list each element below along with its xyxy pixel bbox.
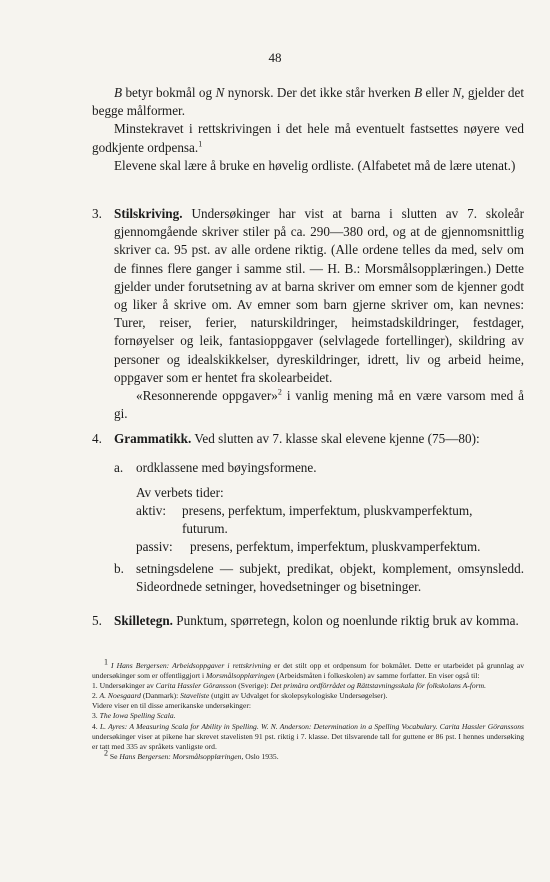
footnote-note: Videre viser en til disse amerikanske undersøkinger: xyxy=(92,701,251,711)
footnote-ref: 2 xyxy=(277,387,282,397)
text-span: Det primära ordförrådet og Rättstavningsskala för folkskolans A-form. xyxy=(270,681,487,691)
aktiv-label: aktiv: xyxy=(136,503,167,518)
footnote-2 xyxy=(92,748,524,762)
ref-number: 1. xyxy=(92,681,98,691)
text-span: Carita Hassler Göransson xyxy=(155,681,237,691)
list-item-b: setningsdelene — subjekt, predikat, objekt, komplement, omsynsledd. Sideordnede setninger, hovedsetninger og bisetninger. xyxy=(136,561,524,595)
text-span: «Resonnerende oppgaver» xyxy=(136,388,278,404)
text-span: The Iowa Spelling Scala. xyxy=(97,711,176,721)
footnote-ref-3 xyxy=(92,711,524,721)
list-item-a: ordklassene med bøyingsformene. xyxy=(136,460,317,475)
section-3-paragraph xyxy=(114,205,524,387)
text-span: Morsmålsopplæringen xyxy=(205,671,275,681)
text-span: (Sverige): xyxy=(236,681,271,691)
text-span: Punktum, spørretegn, kolon og noenlunde riktig bruk av komma. xyxy=(172,613,519,628)
section-3-body xyxy=(114,205,524,423)
intro-block xyxy=(92,84,524,175)
section-4-heading-line xyxy=(114,430,524,448)
letter-b: B xyxy=(414,85,423,100)
aktiv-tenses: presens, perfektum, imperfektum, pluskvamperfektum, xyxy=(182,503,473,518)
text-span: i vanlig mening må en være varsom med å gi. xyxy=(114,388,524,422)
passiv-label: passiv: xyxy=(136,539,173,554)
footnote-mark: 1 xyxy=(104,657,108,667)
section-heading: Grammatikk. xyxy=(114,431,192,446)
text-span: gjelder det begge målformer. xyxy=(92,85,525,119)
footnote-ref-4 xyxy=(92,722,524,752)
text-span: (Arbeidsmåten i folkeskolen) av samme forfatter. En viser også til: xyxy=(274,671,480,681)
text-span: Se xyxy=(108,751,120,761)
text-span: er det stilt opp et ordpensum for bokmålet. Dette er utarbeidet på grunnlag av undersøkinger som er offentliggjort i xyxy=(92,661,524,681)
section-5-body xyxy=(114,612,524,630)
section-5 xyxy=(92,612,524,630)
section-3-paragraph-2 xyxy=(114,387,524,423)
text-span: undersøkinger viser at pikene har skrevet stavelisten 91 pst. riktig i 7. klasse. Det tilsvarende tall for guttene er 86 pst. I hennes undersøking er tatt med 335 av språkets vanligste ord. xyxy=(92,731,524,751)
letter-b: B xyxy=(114,85,123,100)
footnote-ref-2 xyxy=(92,691,524,701)
list-label-a: a. xyxy=(114,460,124,475)
footnote-mark: 2 xyxy=(104,748,108,758)
section-number: 3. xyxy=(92,206,102,221)
page-number: 48 xyxy=(268,50,282,65)
intro-paragraph-3: Elevene skal lære å bruke en høvelig ordliste. (Alfabetet må de lære utenat.) xyxy=(114,157,516,173)
text-span: Minstekravet i rettskrivingen i det hele må eventuelt fastsettes nøyere ved godkjente ordpensa. xyxy=(92,121,524,155)
footnote-ref: 1 xyxy=(198,139,203,149)
text-span: nynorsk. Der det ikke står hverken xyxy=(224,85,415,100)
verb-tenses-label: Av verbets tider: xyxy=(136,485,224,500)
text-span: L. Ayres: A Measuring Scala for Ability in Spelling. W. N. Anderson: Determination in a Spelling Vocabulary. Carita Hassler Göranssons xyxy=(97,721,524,731)
ref-number: 4. xyxy=(92,721,98,731)
section-number: 4. xyxy=(92,431,102,446)
section-heading: Skilletegn. xyxy=(114,613,173,628)
text-span: Undersøkinger av xyxy=(97,681,156,691)
passiv-tenses: presens, perfektum, imperfektum, pluskvamperfektum. xyxy=(190,539,481,554)
text-span: I Hans Bergersen: Arbeidsoppgaver i rettskrivning xyxy=(111,661,272,670)
aktiv-tenses-cont: futurum. xyxy=(182,521,228,536)
intro-paragraph-1 xyxy=(92,84,524,120)
text-span: (utgitt av Udvalget for skolepsykologiske Undersøgelser). xyxy=(209,691,388,701)
text-span: A. Noesgaard xyxy=(97,691,141,701)
text-span: (Danmark): xyxy=(140,691,181,701)
list-label-b: b. xyxy=(114,561,124,576)
section-number: 5. xyxy=(92,613,102,628)
text-span: Hans Bergersen: Morsmålsopplæringen, xyxy=(119,751,244,761)
section-4 xyxy=(92,430,524,448)
text-span: eller xyxy=(422,85,453,100)
ref-number: 2. xyxy=(92,691,98,701)
text-span: Undersøkinger har vist at barna i slutten av 7. skoleår gjennomgående skriver stiler på ca. 290—380 ord, og at de gjennomsnittlig skriver ca. 95 pst. av alle ordene riktig. (Alle ordene telles da med, selv om de finnes flere ganger i samme stil. — H. B.: Morsmålsopplæringen.) Dette gjelder under forutsetning av at barna skriver om emner som de kjenner godt og liker å skrive om. Av emner som barn gjerne skriver om, kan nevnes: Turer, reiser, ferier, naturskildringer, heimstadskildringer, festdager, fornøyelser og leik, fantasioppgaver (selvlagede fortellinger), skildring av personer og idealskikkelser, dyreskildringer, idrett, liv og arbeid heime, oppgaver som er hentet fra skolearbeidet. xyxy=(114,206,524,385)
section-3 xyxy=(92,205,524,423)
footnotes xyxy=(92,657,524,762)
text-span: Staveliste xyxy=(180,691,210,701)
text-span: Oslo 1935. xyxy=(243,751,279,761)
text-span: Ved slutten av 7. klasse skal elevene kjenne (75—80): xyxy=(191,431,480,446)
intro-paragraph-2 xyxy=(92,120,524,156)
text-span: betyr bokmål og xyxy=(122,85,216,100)
letter-n: N xyxy=(215,85,225,100)
footnote-1 xyxy=(92,657,524,681)
footnote-ref-1 xyxy=(92,681,524,691)
letter-n: N, xyxy=(452,85,465,100)
ref-number: 3. xyxy=(92,711,98,721)
section-heading: Stilskriving. xyxy=(114,206,183,221)
